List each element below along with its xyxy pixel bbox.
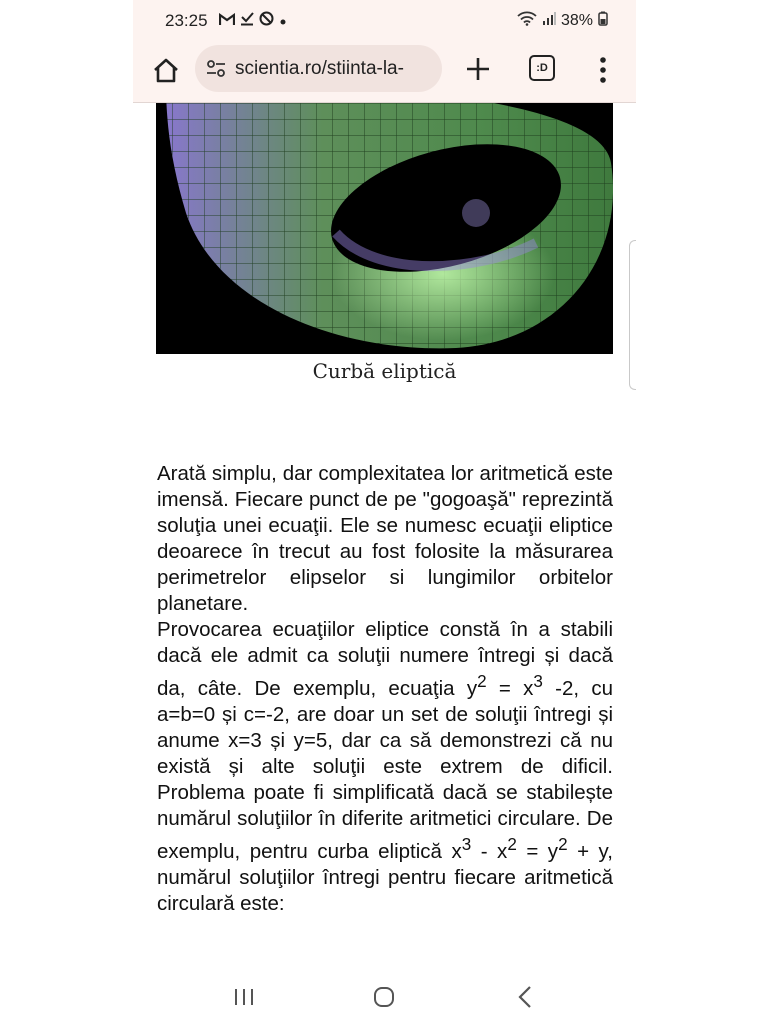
battery-text: 38%: [560, 12, 593, 29]
status-time: 23:25: [165, 11, 208, 30]
exponent: 3: [533, 672, 543, 691]
url-text: scientia.ro/stiinta-la-: [235, 57, 404, 79]
exponent: 2: [558, 834, 568, 854]
system-navigation-bar: [133, 973, 636, 1024]
phone-screen: [133, 0, 636, 1024]
gmail-icon: [219, 12, 235, 30]
torus-image: [156, 103, 613, 354]
page-content[interactable]: [133, 103, 636, 973]
browser-toolbar: [133, 42, 636, 103]
home-icon[interactable]: [151, 56, 181, 86]
status-bar: [133, 0, 636, 42]
article-body: [157, 461, 613, 917]
exponent: 2: [477, 672, 487, 691]
address-bar[interactable]: [195, 45, 442, 92]
site-settings-icon[interactable]: [205, 58, 227, 80]
article-text: -2, cu a=b=0 și c=-2, are doar un set de soluţii întregi și anume x=3 și y=5, dar ca să demonstrezi că nu există și alte soluţii este extrem de dificil. Problema poate fi simplificată dacă se stabilește numărul soluţiilor în diferite aritmetici circulare. De exemplu, pentru curba eliptică x: [157, 676, 613, 863]
system-status: [517, 11, 608, 31]
battery-icon: [598, 11, 608, 31]
article-text: = y: [516, 839, 559, 863]
wifi-icon: [517, 11, 537, 31]
edge-panel-handle[interactable]: [629, 240, 636, 390]
recent-apps-icon[interactable]: [233, 987, 255, 1007]
download-done-icon: [240, 11, 254, 30]
notification-icons: [219, 11, 287, 30]
dot-icon: [279, 12, 287, 30]
article-text: = x: [486, 676, 534, 700]
tab-switcher-button[interactable]: :D: [529, 55, 555, 81]
exponent: 3: [461, 834, 472, 854]
home-button-icon[interactable]: [373, 986, 395, 1008]
article-paragraph-2: [157, 617, 613, 917]
article-text: + y, numărul soluţiilor întregi pentru fiecare aritmetică circulară este:: [157, 839, 613, 915]
new-tab-icon[interactable]: [463, 54, 493, 84]
back-icon[interactable]: [517, 985, 533, 1009]
article-text: Provocarea ecuaţiilor eliptice constă în a stabili dacă ele admit ca soluţii numere întregi și dacă da, câte. De exemplu, ecuaţia y: [157, 618, 613, 700]
signal-icon: [542, 12, 556, 31]
blocked-icon: [259, 11, 274, 30]
exponent: 2: [507, 834, 517, 854]
article-paragraph-1: Arată simplu, dar complexitatea lor aritmetică este imensă. Fiecare punct de pe "gogoaşă" reprezintă soluţia unei ecuaţii. Ele se numesc ecuaţii eliptice deoarece în trecut au fost folosite la măsurarea perimetrelor elipselor si lungimilor orbitelor planetare.: [157, 462, 613, 615]
figure-caption: Curbă eliptică: [312, 359, 457, 383]
more-options-icon[interactable]: [595, 54, 611, 86]
article-text: - x: [471, 839, 508, 863]
